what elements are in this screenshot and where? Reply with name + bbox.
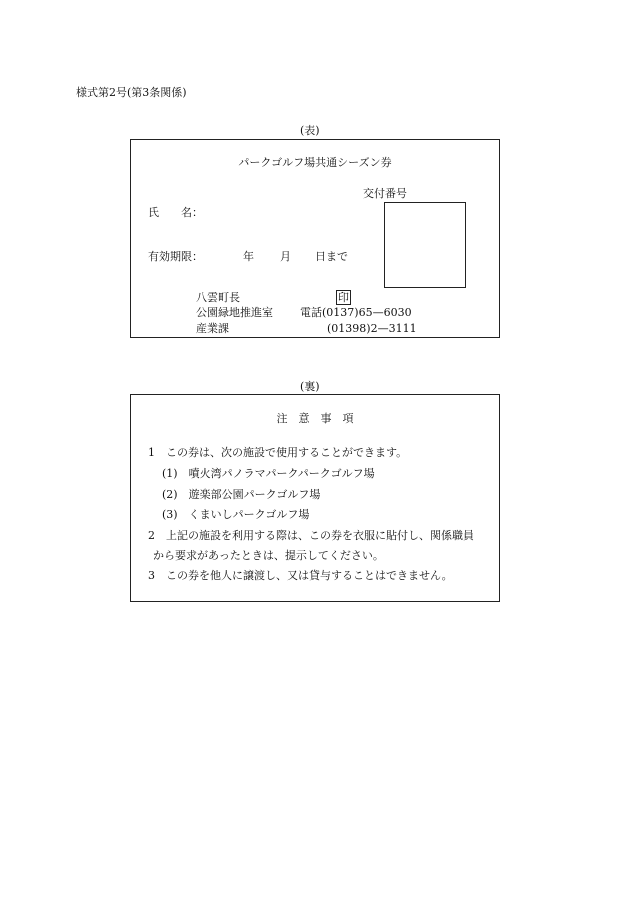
- note-item-3: 3 この券を他人に譲渡し、又は貸与することはできません。: [148, 569, 453, 582]
- validity-label: 有効期限：: [148, 250, 203, 263]
- facility-item-2: (2) 遊楽部公園パークゴルフ場: [162, 488, 321, 501]
- issuer-name: 八雲町長: [196, 291, 240, 304]
- department-phone-2: (01398)2—3111: [327, 322, 417, 335]
- note-item-1: 1 この券は、次の施設で使用することができます。: [148, 446, 408, 459]
- seal-mark: [336, 290, 351, 305]
- month-label: 月: [280, 250, 291, 263]
- name-label: 氏 名：: [148, 206, 203, 219]
- facility-item-3: (3) くまいしパークゴルフ場: [162, 508, 310, 521]
- seal-label: 印: [338, 291, 349, 304]
- issue-number-label: 交付番号: [363, 187, 407, 200]
- department-name-1: 公園緑地推進室: [196, 306, 273, 319]
- front-side-label: (表): [300, 124, 320, 137]
- form-header: 様式第2号(第3条関係): [76, 86, 187, 99]
- facility-item-1: (1) 噴火湾パノラマパークパークゴルフ場: [162, 467, 375, 480]
- front-card: [130, 139, 500, 338]
- back-card: [130, 394, 500, 602]
- back-side-label: (裏): [300, 380, 320, 393]
- notes-title: 注 意 事 項: [276, 412, 354, 425]
- year-label: 年: [243, 250, 254, 263]
- photo-box: [384, 202, 466, 288]
- note-item-2-line-2: から要求があったときは、提示してください。: [153, 549, 384, 562]
- card-title: パークゴルフ場共通シーズン券: [238, 156, 392, 169]
- note-item-2-line-1: 2 上記の施設を利用する際は、この券を衣服に貼付し、関係職員: [148, 529, 474, 542]
- department-name-2: 産業課: [196, 322, 229, 335]
- department-phone-1: 電話(0137)65—6030: [300, 306, 412, 319]
- day-until-label: 日まで: [315, 250, 348, 263]
